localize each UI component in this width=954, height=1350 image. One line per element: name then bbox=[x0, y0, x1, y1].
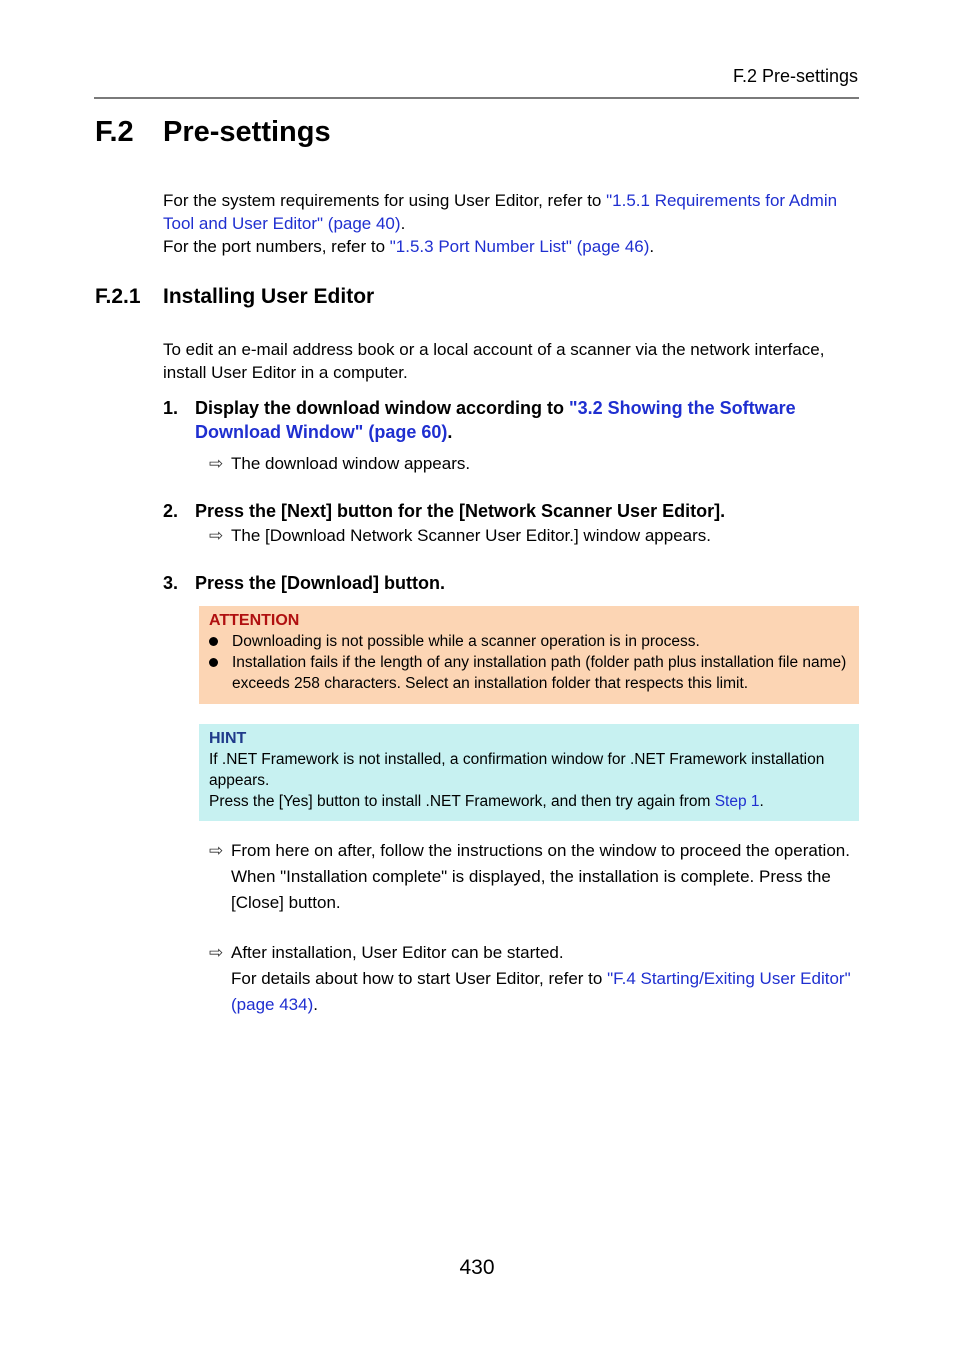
step-1-link[interactable]: Step 1 bbox=[714, 793, 760, 810]
step-2 bbox=[163, 499, 863, 523]
hint-body: If .NET Framework is not installed, a confirmation window for .NET Framework installation appears. Press the [Yes] button to install .NET Framework, and then try again from Step 1. bbox=[209, 751, 825, 810]
subsection-title: Installing User Editor bbox=[163, 285, 375, 308]
attention-bullet: Downloading is not possible while a scanner operation is in process. bbox=[209, 631, 849, 652]
requirements-link[interactable]: "1.5.1 Requirements for Admin Tool and User Editor" (page 40) bbox=[163, 191, 838, 233]
section-heading bbox=[95, 116, 331, 149]
result-arrow-icon: ⇨ bbox=[209, 454, 224, 473]
result-follow-instructions: ⇨ From here on after, follow the instructions on the window to proceed the operation. When "Installation complete" is displayed, the installation is complete. Press the [Close] button. bbox=[209, 838, 864, 916]
section-number: F.2 bbox=[95, 116, 134, 148]
step-text: Press the [Next] button for the [Network Scanner User Editor]. bbox=[195, 501, 726, 521]
result-arrow-icon: ⇨ bbox=[209, 841, 224, 860]
hint-title: HINT bbox=[209, 730, 247, 747]
bullet-dot-icon bbox=[209, 637, 218, 646]
hint-box bbox=[199, 724, 859, 821]
step-2-result: ⇨ The [Download Network Scanner User Editor.] window appears. bbox=[209, 523, 864, 549]
subsection-intro: To edit an e-mail address book or a local account of a scanner via the network interface, install User Editor in a computer. bbox=[163, 340, 825, 382]
intro-paragraph bbox=[163, 189, 863, 258]
attention-title: ATTENTION bbox=[209, 612, 300, 629]
port-number-link[interactable]: "1.5.3 Port Number List" (page 46) bbox=[389, 237, 650, 256]
attention-bullet: Installation fails if the length of any installation path (folder path plus installation file name) exceeds 258 characters. Select an installation folder that respects this limit. bbox=[209, 652, 849, 694]
step-number: 1. bbox=[163, 398, 179, 418]
step-number: 2. bbox=[163, 501, 179, 521]
download-window-link[interactable]: "3.2 Showing the Software Download Window" (page 60) bbox=[195, 398, 796, 442]
starting-exiting-link[interactable]: "F.4 Starting/Exiting User Editor" (page 434) bbox=[231, 969, 851, 1014]
step-text: Press the [Download] button. bbox=[195, 573, 445, 593]
header-divider bbox=[94, 97, 859, 99]
result-arrow-icon: ⇨ bbox=[209, 526, 224, 545]
section-title: Pre-settings bbox=[163, 116, 331, 148]
result-after-installation: ⇨ After installation, User Editor can be started. For details about how to start User Editor, refer to "F.4 Starting/Exiting User Editor" (page 434). bbox=[209, 940, 864, 1018]
subsection-heading bbox=[95, 285, 374, 309]
page-number: 430 bbox=[459, 1256, 495, 1279]
bullet-dot-icon bbox=[209, 658, 218, 667]
step-text: Display the download window according to "3.2 Showing the Software Download Window" (page 60). bbox=[195, 398, 796, 442]
step-3 bbox=[163, 571, 863, 595]
result-arrow-icon: ⇨ bbox=[209, 943, 224, 962]
intro-line-ports: For the port numbers, refer to "1.5.3 Port Number List" (page 46). bbox=[163, 237, 655, 256]
intro-line-requirements: For the system requirements for using User Editor, refer to "1.5.1 Requirements for Admin Tool and User Editor" (page 40). bbox=[163, 191, 838, 233]
subsection-number: F.2.1 bbox=[95, 285, 141, 308]
attention-box bbox=[199, 606, 859, 704]
step-1 bbox=[163, 396, 863, 444]
step-number: 3. bbox=[163, 573, 179, 593]
step-1-result: ⇨ The download window appears. bbox=[209, 451, 864, 477]
running-header: F.2 Pre-settings bbox=[732, 66, 858, 86]
